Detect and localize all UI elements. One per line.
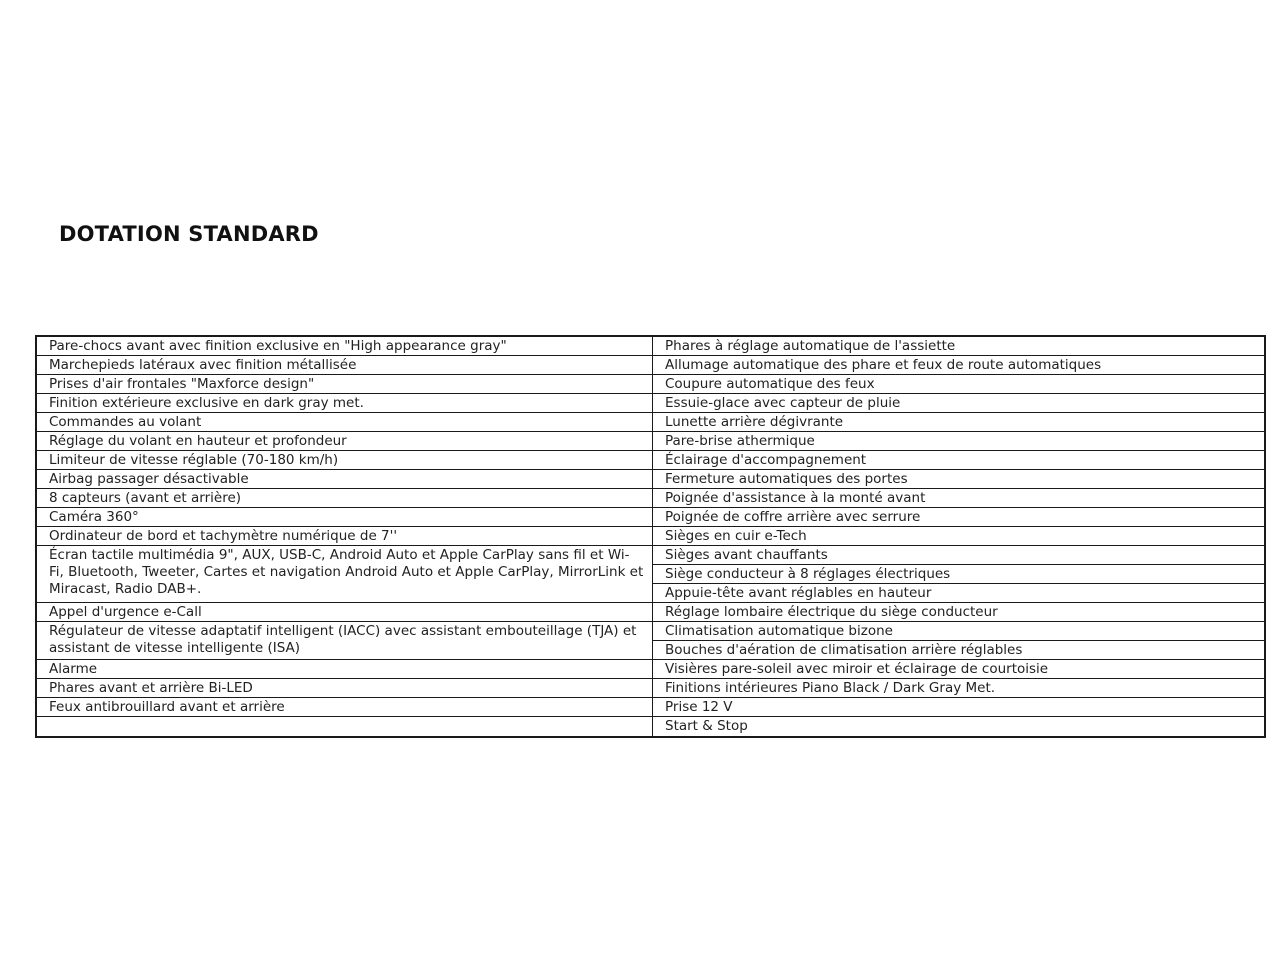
- equipment-item-right: Siège conducteur à 8 réglages électriques: [653, 565, 1264, 584]
- equipment-item-left: Commandes au volant: [37, 413, 652, 432]
- equipment-item-right: Coupure automatique des feux: [653, 375, 1264, 394]
- equipment-item-left: Alarme: [37, 660, 652, 679]
- equipment-item-right: Sièges en cuir e-Tech: [653, 527, 1264, 546]
- standard-equipment-table: [35, 335, 1266, 738]
- equipment-item-right: Phares à réglage automatique de l'assiette: [653, 337, 1264, 356]
- equipment-item-right: Éclairage d'accompagnement: [653, 451, 1264, 470]
- equipment-item-right: Essuie-glace avec capteur de pluie: [653, 394, 1264, 413]
- equipment-item-left: Airbag passager désactivable: [37, 470, 652, 489]
- equipment-item-right: Climatisation automatique bizone: [653, 622, 1264, 641]
- equipment-item-left: Feux antibrouillard avant et arrière: [37, 698, 652, 717]
- equipment-item-right: Réglage lombaire électrique du siège conducteur: [653, 603, 1264, 622]
- equipment-item-left: Marchepieds latéraux avec finition métallisée: [37, 356, 652, 375]
- equipment-item-left: Prises d'air frontales "Maxforce design": [37, 375, 652, 394]
- equipment-item-right: Appuie-tête avant réglables en hauteur: [653, 584, 1264, 603]
- equipment-item-left: [37, 717, 652, 736]
- equipment-item-right: Allumage automatique des phare et feux de route automatiques: [653, 356, 1264, 375]
- equipment-item-left: Caméra 360°: [37, 508, 652, 527]
- equipment-item-right: Bouches d'aération de climatisation arrière réglables: [653, 641, 1264, 660]
- equipment-column-left: [37, 337, 653, 736]
- equipment-item-right: Finitions intérieures Piano Black / Dark Gray Met.: [653, 679, 1264, 698]
- equipment-item-right: Sièges avant chauffants: [653, 546, 1264, 565]
- equipment-item-right: Fermeture automatiques des portes: [653, 470, 1264, 489]
- equipment-item-left: Phares avant et arrière Bi-LED: [37, 679, 652, 698]
- equipment-item-right: Prise 12 V: [653, 698, 1264, 717]
- equipment-item-left: Limiteur de vitesse réglable (70-180 km/h): [37, 451, 652, 470]
- equipment-item-left: Réglage du volant en hauteur et profondeur: [37, 432, 652, 451]
- equipment-item-right: Pare-brise athermique: [653, 432, 1264, 451]
- equipment-item-left: Écran tactile multimédia 9", AUX, USB-C, Android Auto et Apple CarPlay sans fil et Wi-Fi, Bluetooth, Tweeter, Cartes et navigation Android Auto et Apple CarPlay, MirrorLink et Miracast, Radio DAB+.: [37, 546, 652, 603]
- equipment-item-right: Start & Stop: [665, 718, 748, 734]
- equipment-item-left: Appel d'urgence e-Call: [37, 603, 652, 622]
- equipment-item-left: Finition extérieure exclusive en dark gray met.: [37, 394, 652, 413]
- equipment-item-left: 8 capteurs (avant et arrière): [37, 489, 652, 508]
- equipment-item-right: Visières pare-soleil avec miroir et éclairage de courtoisie: [653, 660, 1264, 679]
- equipment-item-right: Lunette arrière dégivrante: [653, 413, 1264, 432]
- equipment-item-left: Régulateur de vitesse adaptatif intelligent (IACC) avec assistant embouteillage (TJA) et assistant de vitesse intelligente (ISA): [37, 622, 652, 660]
- equipment-item-right: Poignée de coffre arrière avec serrure: [653, 508, 1264, 527]
- page-title: DOTATION STANDARD: [59, 222, 319, 246]
- equipment-item-left: Ordinateur de bord et tachymètre numérique de 7'': [37, 527, 652, 546]
- equipment-item-left: Pare-chocs avant avec finition exclusive en "High appearance gray": [37, 337, 652, 356]
- equipment-column-right: [653, 337, 1264, 736]
- equipment-item-right: Poignée d'assistance à la monté avant: [653, 489, 1264, 508]
